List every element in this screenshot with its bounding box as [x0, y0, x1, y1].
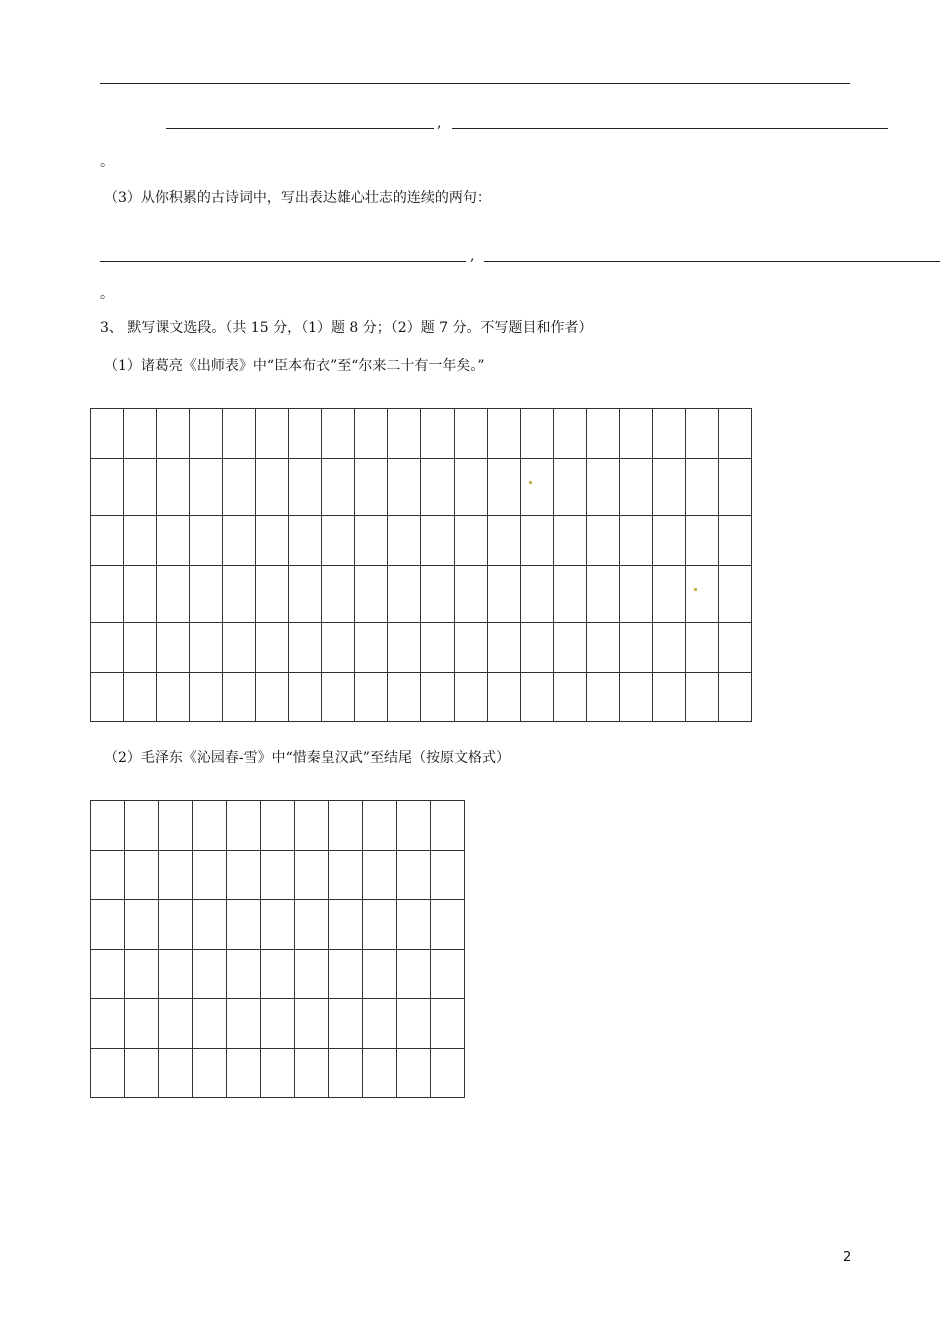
grid-cell[interactable] — [431, 1049, 465, 1098]
answer-line-2-comma: , — [437, 115, 442, 131]
grid-cell[interactable] — [261, 1049, 295, 1098]
grid-cell[interactable] — [619, 409, 652, 459]
grid-cell[interactable] — [329, 999, 363, 1049]
grid-cell[interactable] — [256, 516, 289, 566]
section-3-part-2: （2）毛泽东《沁园春-雪》中“惜秦皇汉武”至结尾（按原文格式） — [104, 750, 510, 766]
grid-cell[interactable] — [586, 516, 619, 566]
grid-cell[interactable] — [193, 1049, 227, 1098]
grid-cell[interactable] — [256, 409, 289, 459]
page-number: 2 — [843, 1250, 852, 1265]
grid-cell[interactable] — [397, 999, 431, 1049]
grid-cell[interactable] — [227, 801, 261, 851]
grid-cell[interactable] — [388, 673, 421, 722]
grid-cell[interactable] — [157, 566, 190, 623]
grid-cell[interactable] — [322, 623, 355, 673]
answer-line-2a — [166, 128, 434, 129]
grid-cell[interactable] — [223, 623, 256, 673]
grid-cell[interactable] — [431, 999, 465, 1049]
grid-cell[interactable] — [227, 851, 261, 900]
grid-cell[interactable] — [397, 950, 431, 999]
grid-cell[interactable] — [125, 999, 159, 1049]
grid-cell[interactable] — [619, 673, 652, 722]
grid-cell[interactable] — [190, 623, 223, 673]
grid-cell[interactable] — [193, 801, 227, 851]
grid-mark-1 — [529, 481, 532, 484]
grid-cell[interactable] — [124, 673, 157, 722]
grid-cell[interactable] — [586, 459, 619, 516]
grid-cell[interactable] — [256, 566, 289, 623]
grid-cell[interactable] — [487, 459, 520, 516]
grid-cell[interactable] — [454, 516, 487, 566]
grid-cell[interactable] — [652, 516, 685, 566]
grid-cell[interactable] — [397, 851, 431, 900]
grid-cell[interactable] — [619, 566, 652, 623]
grid-cell[interactable] — [421, 566, 454, 623]
grid-cell[interactable] — [295, 999, 329, 1049]
grid-cell[interactable] — [289, 623, 322, 673]
grid-cell[interactable] — [289, 673, 322, 722]
grid-cell[interactable] — [685, 409, 718, 459]
grid-cell[interactable] — [718, 516, 751, 566]
grid-cell[interactable] — [190, 566, 223, 623]
grid-cell[interactable] — [322, 459, 355, 516]
grid-cell[interactable] — [261, 801, 295, 851]
grid-cell[interactable] — [223, 566, 256, 623]
grid-cell[interactable] — [91, 623, 124, 673]
grid-cell[interactable] — [322, 409, 355, 459]
grid-cell[interactable] — [125, 801, 159, 851]
grid-cell[interactable] — [487, 409, 520, 459]
grid-cell[interactable] — [159, 999, 193, 1049]
grid-cell[interactable] — [193, 851, 227, 900]
grid-cell[interactable] — [355, 459, 388, 516]
grid-cell[interactable] — [363, 801, 397, 851]
grid-cell[interactable] — [157, 459, 190, 516]
grid-cell[interactable] — [322, 516, 355, 566]
grid-cell[interactable] — [718, 623, 751, 673]
grid-cell[interactable] — [388, 409, 421, 459]
grid-cell[interactable] — [718, 566, 751, 623]
grid-cell[interactable] — [124, 516, 157, 566]
grid-cell[interactable] — [223, 459, 256, 516]
grid-cell[interactable] — [619, 459, 652, 516]
grid-cell[interactable] — [91, 900, 125, 950]
grid-cell[interactable] — [91, 950, 125, 999]
grid-cell[interactable] — [159, 851, 193, 900]
grid-cell[interactable] — [586, 673, 619, 722]
grid-cell[interactable] — [227, 1049, 261, 1098]
grid-cell[interactable] — [431, 900, 465, 950]
grid-cell[interactable] — [421, 459, 454, 516]
grid-cell[interactable] — [157, 409, 190, 459]
grid-cell[interactable] — [190, 516, 223, 566]
grid-mark-2 — [694, 588, 697, 591]
grid-cell[interactable] — [289, 409, 322, 459]
grid-cell[interactable] — [91, 999, 125, 1049]
grid-cell[interactable] — [363, 950, 397, 999]
grid-cell[interactable] — [685, 566, 718, 623]
grid-cell[interactable] — [190, 409, 223, 459]
grid-cell[interactable] — [157, 623, 190, 673]
grid-cell[interactable] — [91, 459, 124, 516]
grid-cell[interactable] — [718, 459, 751, 516]
grid-cell[interactable] — [124, 566, 157, 623]
grid-cell[interactable] — [157, 516, 190, 566]
grid-cell[interactable] — [329, 1049, 363, 1098]
grid-cell[interactable] — [159, 1049, 193, 1098]
grid-cell[interactable] — [322, 673, 355, 722]
grid-cell[interactable] — [685, 673, 718, 722]
grid-cell[interactable] — [261, 851, 295, 900]
grid-cell[interactable] — [397, 801, 431, 851]
grid-cell[interactable] — [553, 566, 586, 623]
grid-cell[interactable] — [363, 999, 397, 1049]
grid-cell[interactable] — [159, 900, 193, 950]
grid-cell[interactable] — [157, 673, 190, 722]
writing-grid-1[interactable] — [90, 408, 752, 722]
section-3-heading: 3、 默写课文选段。（共 15 分，（1）题 8 分；（2）题 7 分。不写题目和作者） — [100, 320, 593, 336]
grid-cell[interactable] — [454, 459, 487, 516]
grid-cell[interactable] — [454, 566, 487, 623]
grid-cell[interactable] — [91, 516, 124, 566]
grid-cell[interactable] — [553, 623, 586, 673]
grid-cell[interactable] — [431, 950, 465, 999]
grid-cell[interactable] — [363, 1049, 397, 1098]
grid-cell[interactable] — [685, 623, 718, 673]
grid-cell[interactable] — [553, 516, 586, 566]
grid-cell[interactable] — [91, 673, 124, 722]
grid-cell[interactable] — [289, 516, 322, 566]
grid-cell[interactable] — [295, 1049, 329, 1098]
grid-cell[interactable] — [586, 566, 619, 623]
grid-cell[interactable] — [329, 950, 363, 999]
grid-cell[interactable] — [520, 459, 553, 516]
grid-cell[interactable] — [355, 673, 388, 722]
grid-cell[interactable] — [718, 409, 751, 459]
grid-cell[interactable] — [421, 409, 454, 459]
grid-cell[interactable] — [159, 801, 193, 851]
grid-cell[interactable] — [652, 673, 685, 722]
grid-cell[interactable] — [421, 623, 454, 673]
grid-cell[interactable] — [125, 950, 159, 999]
answer-line-2b — [452, 128, 888, 129]
grid-cell[interactable] — [520, 566, 553, 623]
grid-cell[interactable] — [261, 900, 295, 950]
grid-cell[interactable] — [227, 999, 261, 1049]
grid-cell[interactable] — [261, 999, 295, 1049]
grid-cell[interactable] — [397, 1049, 431, 1098]
grid-cell[interactable] — [125, 851, 159, 900]
grid-cell[interactable] — [256, 623, 289, 673]
grid-cell[interactable] — [685, 516, 718, 566]
grid-cell[interactable] — [520, 623, 553, 673]
grid-cell[interactable] — [295, 900, 329, 950]
grid-cell[interactable] — [91, 1049, 125, 1098]
answer-line-3-period: 。 — [100, 286, 114, 302]
grid-cell[interactable] — [125, 900, 159, 950]
grid-cell[interactable] — [520, 673, 553, 722]
grid-cell[interactable] — [124, 409, 157, 459]
grid-cell[interactable] — [355, 516, 388, 566]
section-3-part-1: （1）诸葛亮《出师表》中“臣本布衣”至“尔来二十有一年矣。” — [104, 358, 485, 374]
grid-cell[interactable] — [520, 516, 553, 566]
grid-cell[interactable] — [261, 950, 295, 999]
answer-line-3-comma: , — [470, 248, 475, 264]
grid-cell[interactable] — [295, 950, 329, 999]
grid-cell[interactable] — [553, 459, 586, 516]
grid-cell[interactable] — [91, 851, 125, 900]
grid-cell[interactable] — [190, 459, 223, 516]
grid-cell[interactable] — [193, 900, 227, 950]
grid-cell[interactable] — [652, 623, 685, 673]
grid-cell[interactable] — [454, 409, 487, 459]
answer-line-1 — [100, 83, 850, 84]
grid-cell[interactable] — [586, 623, 619, 673]
grid-cell[interactable] — [431, 801, 465, 851]
grid-cell[interactable] — [329, 801, 363, 851]
grid-cell[interactable] — [487, 673, 520, 722]
grid-cell[interactable] — [124, 459, 157, 516]
grid-cell[interactable] — [329, 900, 363, 950]
grid-cell[interactable] — [520, 409, 553, 459]
grid-cell[interactable] — [397, 900, 431, 950]
grid-cell[interactable] — [652, 459, 685, 516]
grid-cell[interactable] — [193, 950, 227, 999]
grid-cell[interactable] — [223, 516, 256, 566]
grid-cell[interactable] — [256, 673, 289, 722]
answer-line-3a — [100, 261, 466, 262]
grid-cell[interactable] — [227, 950, 261, 999]
grid-cell[interactable] — [159, 950, 193, 999]
grid-cell[interactable] — [91, 801, 125, 851]
grid-cell[interactable] — [454, 623, 487, 673]
grid-cell[interactable] — [91, 566, 124, 623]
grid-cell[interactable] — [388, 623, 421, 673]
grid-cell[interactable] — [553, 409, 586, 459]
grid-cell[interactable] — [487, 623, 520, 673]
grid-cell[interactable] — [322, 566, 355, 623]
grid-cell[interactable] — [363, 900, 397, 950]
grid-cell[interactable] — [355, 566, 388, 623]
grid-cell[interactable] — [685, 459, 718, 516]
grid-cell[interactable] — [454, 673, 487, 722]
grid-cell[interactable] — [223, 409, 256, 459]
grid-cell[interactable] — [295, 801, 329, 851]
grid-cell[interactable] — [553, 673, 586, 722]
grid-cell[interactable] — [388, 459, 421, 516]
grid-cell[interactable] — [223, 673, 256, 722]
grid-cell[interactable] — [125, 1049, 159, 1098]
grid-cell[interactable] — [619, 516, 652, 566]
grid-cell[interactable] — [421, 673, 454, 722]
grid-cell[interactable] — [295, 851, 329, 900]
grid-cell[interactable] — [388, 566, 421, 623]
grid-cell[interactable] — [124, 623, 157, 673]
grid-cell[interactable] — [652, 566, 685, 623]
grid-cell[interactable] — [431, 851, 465, 900]
grid-cell[interactable] — [619, 623, 652, 673]
grid-cell[interactable] — [193, 999, 227, 1049]
grid-cell[interactable] — [289, 566, 322, 623]
grid-cell[interactable] — [256, 459, 289, 516]
grid-cell[interactable] — [388, 516, 421, 566]
grid-cell[interactable] — [355, 623, 388, 673]
grid-cell[interactable] — [289, 459, 322, 516]
grid-cell[interactable] — [363, 851, 397, 900]
grid-cell[interactable] — [586, 409, 619, 459]
grid-cell[interactable] — [718, 673, 751, 722]
grid-cell[interactable] — [91, 409, 124, 459]
grid-cell[interactable] — [329, 851, 363, 900]
grid-cell[interactable] — [421, 516, 454, 566]
question-3-sub: （3）从你积累的古诗词中，写出表达雄心壮志的连续的两句： — [104, 190, 491, 206]
answer-line-2-period: 。 — [100, 154, 114, 170]
grid-cell[interactable] — [227, 900, 261, 950]
grid-cell[interactable] — [190, 673, 223, 722]
writing-grid-2[interactable] — [90, 800, 465, 1098]
grid-cell[interactable] — [652, 409, 685, 459]
answer-line-3b — [484, 261, 940, 262]
grid-cell[interactable] — [355, 409, 388, 459]
grid-cell[interactable] — [487, 516, 520, 566]
grid-cell[interactable] — [487, 566, 520, 623]
